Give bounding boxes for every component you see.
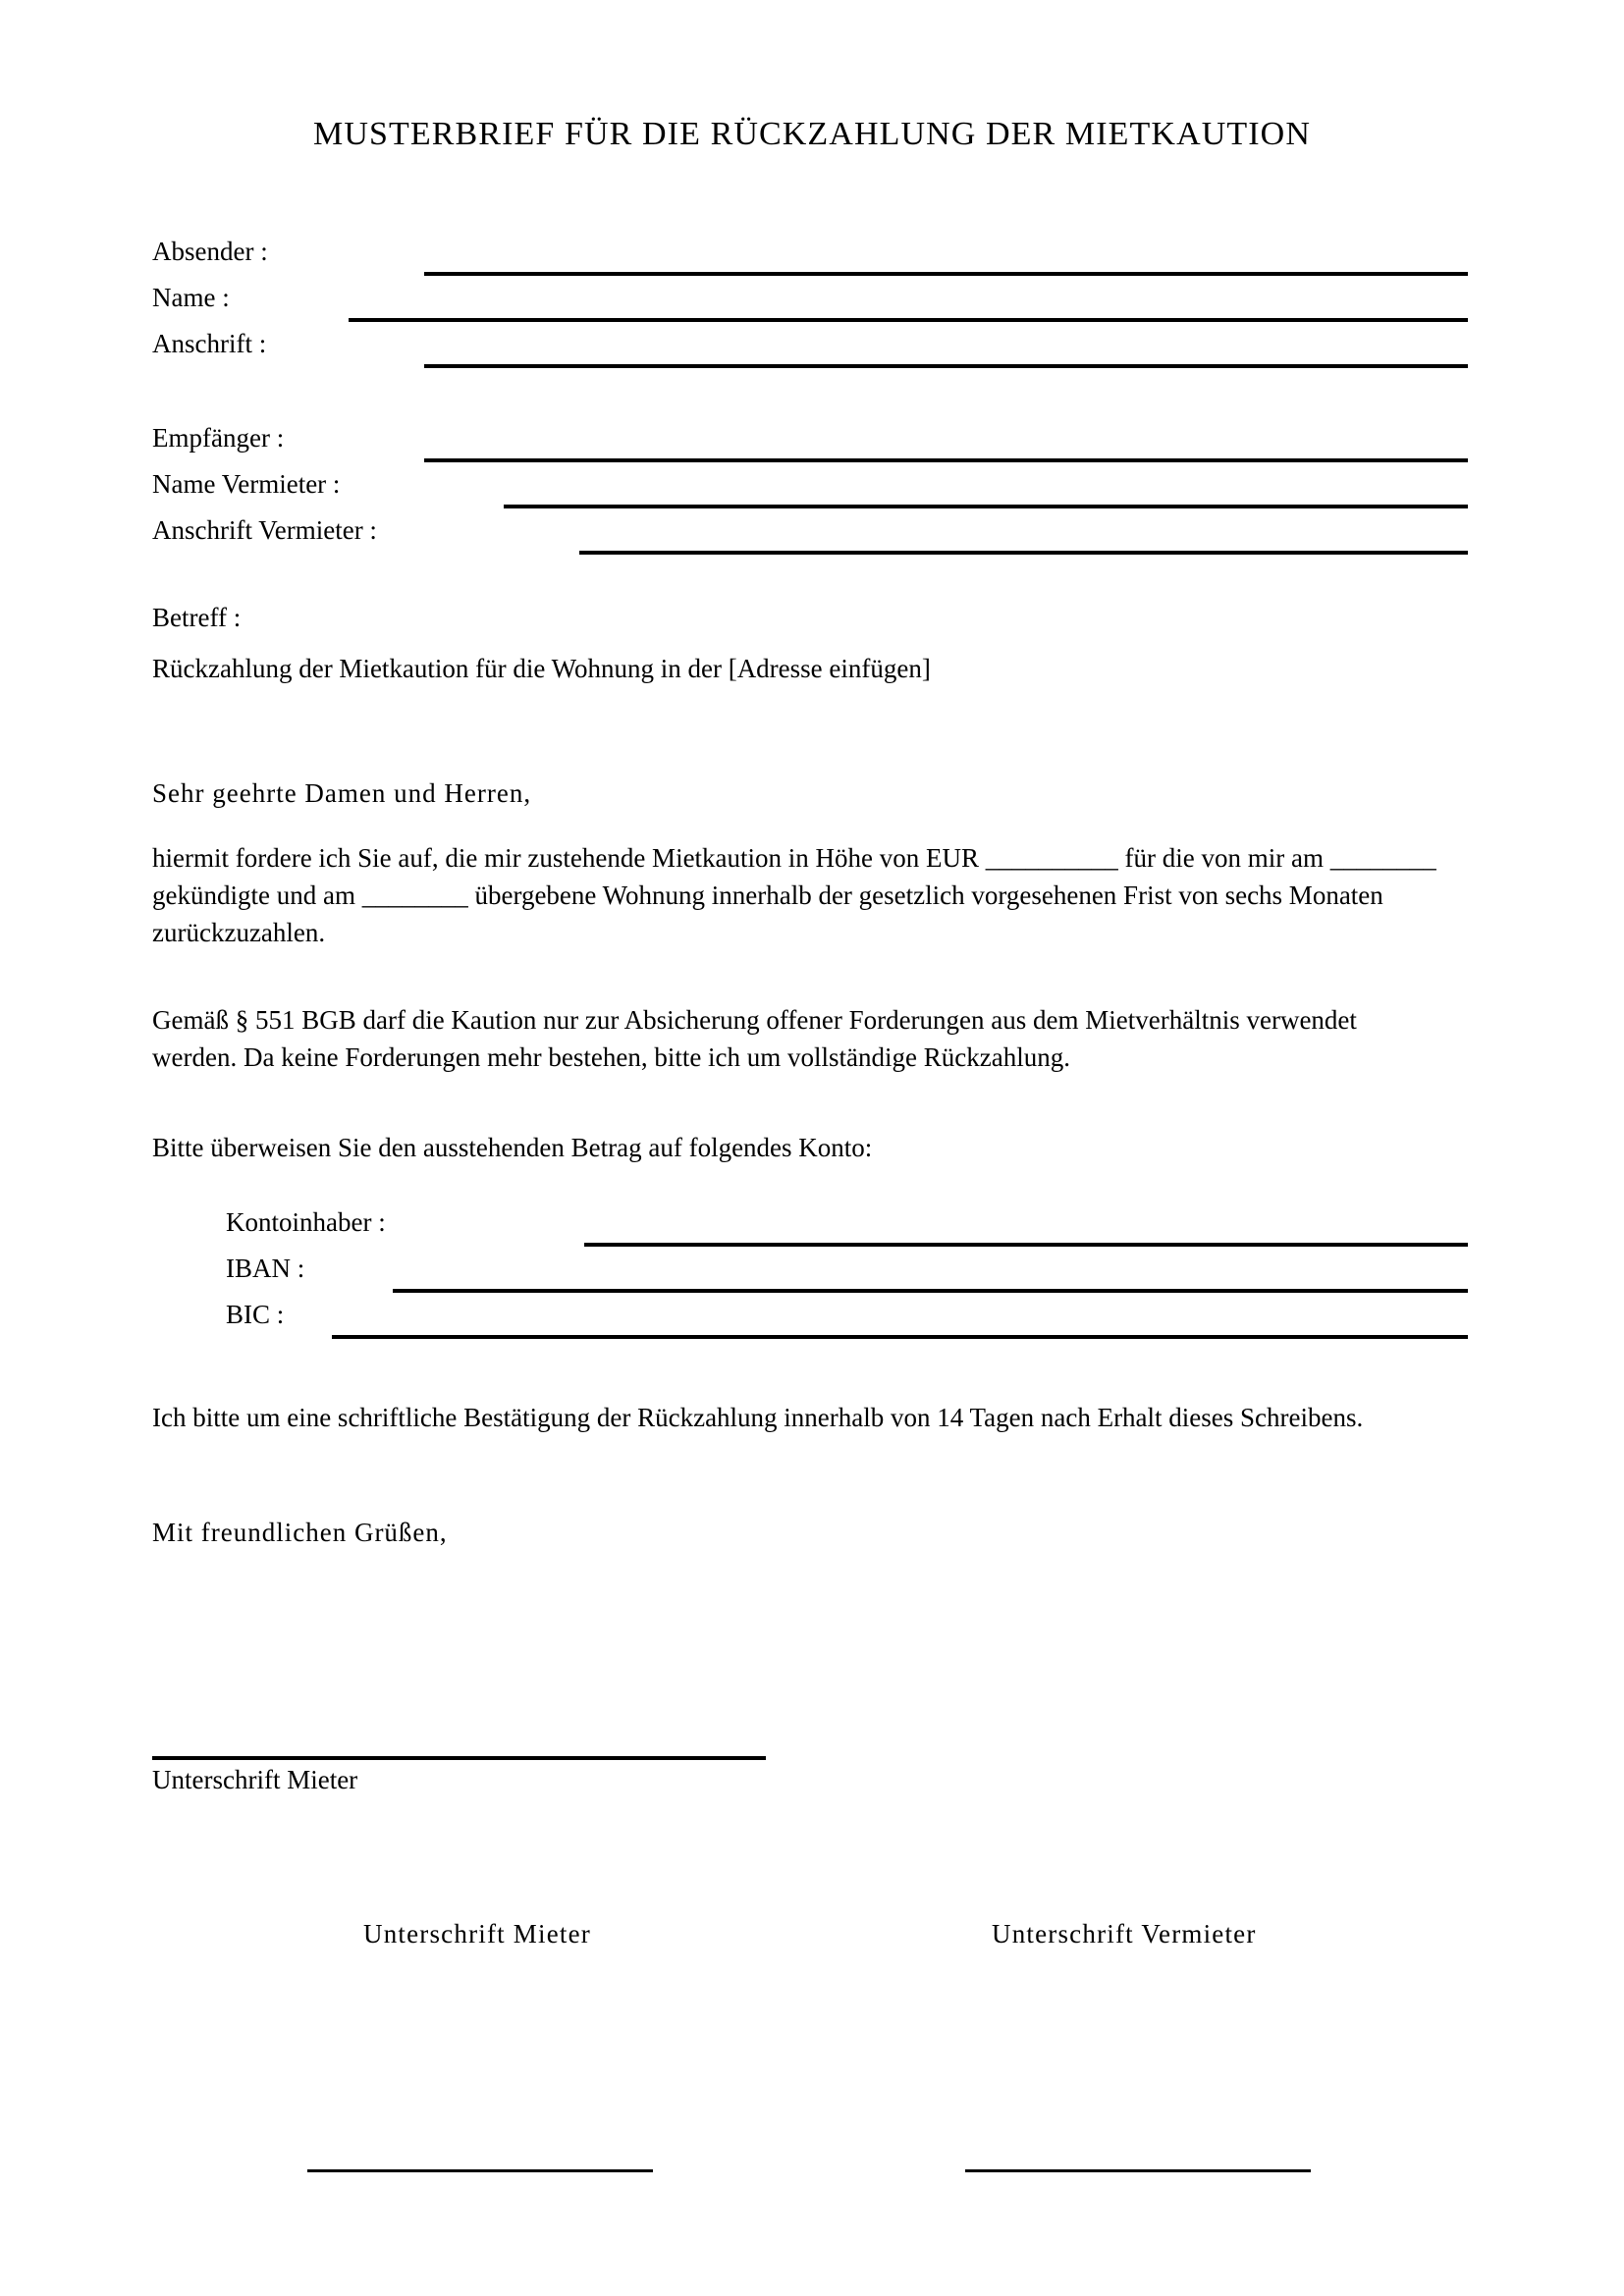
signature-line-landlord-bottom[interactable] <box>965 2169 1311 2172</box>
field-line-iban[interactable] <box>393 1289 1468 1293</box>
label-empfaenger: Empfänger : <box>152 423 285 453</box>
signature-line-tenant-primary[interactable] <box>152 1756 766 1760</box>
salutation: Sehr geehrte Damen und Herren, <box>152 778 532 808</box>
field-line-anschrift-vermieter[interactable] <box>579 551 1468 555</box>
label-kontoinhaber: Kontoinhaber : <box>226 1207 386 1237</box>
body-paragraph-4: Ich bitte um eine schriftliche Bestätigung der Rückzahlung innerhalb von 14 Tagen nach Erhalt dieses Schreibens. <box>152 1403 1364 1432</box>
closing-greeting: Mit freundlichen Grüßen, <box>152 1518 448 1547</box>
field-line-bic[interactable] <box>332 1335 1468 1339</box>
field-line-anschrift[interactable] <box>424 364 1468 368</box>
signature-label-landlord: Unterschrift Vermieter <box>992 1919 1257 1949</box>
label-name: Name : <box>152 283 230 312</box>
label-anschrift-vermieter: Anschrift Vermieter : <box>152 515 377 545</box>
body-paragraph-2: Gemäß § 551 BGB darf die Kaution nur zur Absicherung offener Forderungen aus dem Mietverhältnis verwendet werden. Da keine Forderungen mehr bestehen, bitte ich um vollständige Rückzahlung. <box>152 1005 1357 1072</box>
field-line-absender[interactable] <box>424 272 1468 276</box>
subject-text: Rückzahlung der Mietkaution für die Wohnung in der [Adresse einfügen] <box>152 654 931 683</box>
field-line-name[interactable] <box>349 318 1468 322</box>
page-title: MUSTERBRIEF FÜR DIE RÜCKZAHLUNG DER MIETKAUTION <box>313 116 1311 152</box>
label-absender: Absender : <box>152 237 268 266</box>
label-iban: IBAN : <box>226 1254 305 1283</box>
label-betreff: Betreff : <box>152 603 242 632</box>
field-line-kontoinhaber[interactable] <box>584 1243 1468 1247</box>
label-anschrift: Anschrift : <box>152 329 267 358</box>
signature-caption-tenant-primary: Unterschrift Mieter <box>152 1765 358 1794</box>
label-name-vermieter: Name Vermieter : <box>152 469 341 499</box>
signature-line-tenant-bottom[interactable] <box>307 2169 653 2172</box>
label-bic: BIC : <box>226 1300 285 1329</box>
signature-label-tenant: Unterschrift Mieter <box>363 1919 591 1949</box>
body-paragraph-3: Bitte überweisen Sie den ausstehenden Betrag auf folgendes Konto: <box>152 1133 873 1162</box>
field-line-empfaenger[interactable] <box>424 458 1468 462</box>
body-paragraph-1: hiermit fordere ich Sie auf, die mir zustehende Mietkaution in Höhe von EUR __________ für die von mir am ________ gekündigte und am ________ übergebene Wohnung innerhalb der gesetzlich vorgesehenen Frist von sechs Monaten zurückzuzahlen. <box>152 843 1436 947</box>
field-line-name-vermieter[interactable] <box>504 505 1468 508</box>
